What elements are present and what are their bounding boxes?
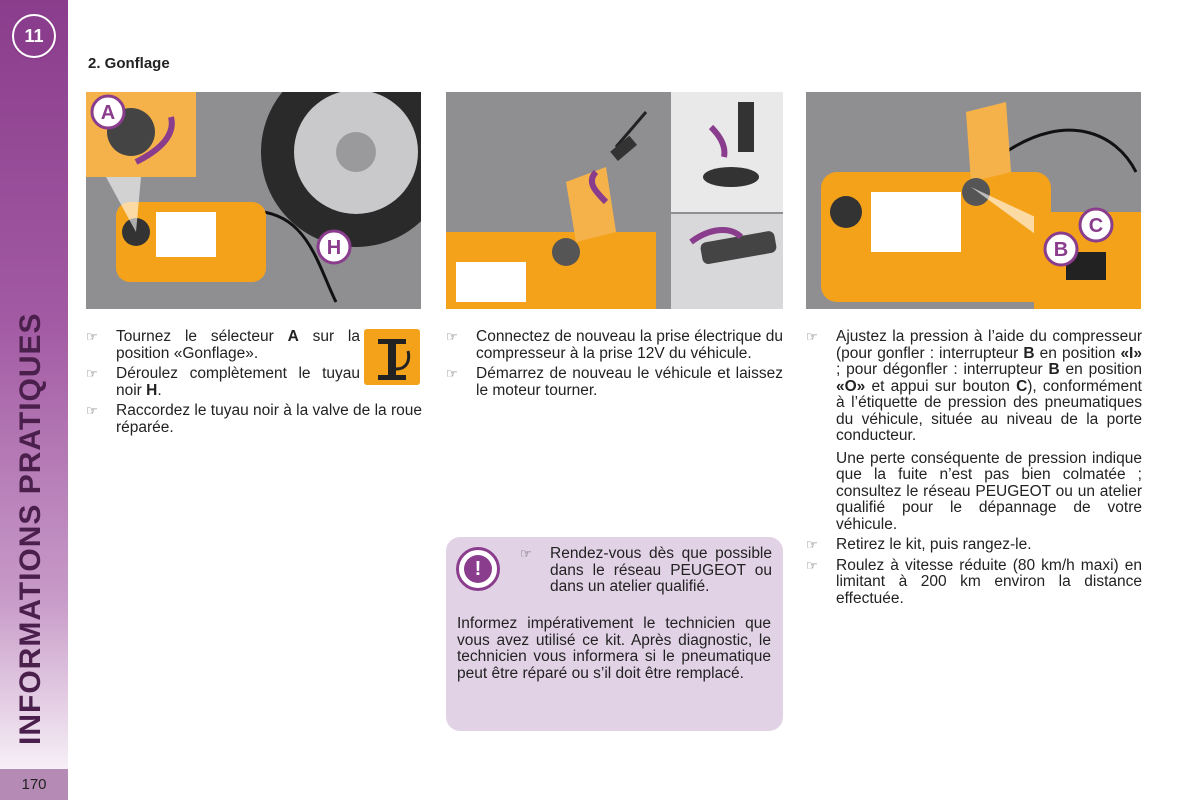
hand-pointer-icon: ☞ [446, 366, 458, 381]
list-item: ☞ Ajustez la pression à l’aide du compresseur (pour gonfler : interrupteur B en position «I» ; pour dégonfler : interrupteur B en position «O» et appui sur bouton C), conformément à l’étiquette de pression des pneumatiques du véhicule, située au niveau de la porte conducteur. [806, 328, 1142, 444]
list-item: ☞ Roulez à vitesse réduite (80 km/h maxi) en limitant à 200 km environ la distance effectuée. [806, 556, 1142, 607]
list-item: ☞ Déroulez complètement le tuyau noir H. [86, 365, 360, 399]
label-B [1045, 233, 1077, 265]
tire-pump-icon [364, 329, 420, 385]
hand-pointer-icon: ☞ [806, 329, 818, 344]
list-item: ☞ Démarrez de nouveau le véhicule et laissez le moteur tourner. [446, 365, 783, 399]
warning-callout [446, 537, 783, 731]
column-3 [806, 329, 1142, 611]
callout-text: Informez impérativement le technicien que vous avez utilisé ce kit. Après diagnostic, le technicien vous informera si le pneumatique peut être réparé ou s’il doit être remplacé. [457, 615, 771, 682]
hand-pointer-icon: ☞ [446, 329, 458, 344]
list-item: ☞ Retirez le kit, puis rangez-le. [806, 536, 1032, 553]
compressor-gauge-drawing [806, 92, 1141, 309]
label-A [92, 96, 124, 128]
illustration-power-plug [446, 92, 783, 309]
svg-text:A: A [100, 102, 116, 124]
hand-pointer-icon: ☞ [806, 557, 818, 573]
hand-pointer-icon: ☞ [520, 546, 532, 561]
list-item: ☞ Rendez-vous dès que possible dans le réseau PEUGEOT ou dans un atelier qualifié. [520, 545, 772, 595]
exclamation-icon: ! [456, 547, 500, 591]
column-2 [446, 329, 783, 403]
hand-pointer-icon: ☞ [806, 537, 818, 552]
list-item: ☞ Raccordez le tuyau noir à la valve de la roue réparée. [86, 402, 422, 436]
svg-text:C: C [1088, 215, 1104, 237]
callout-bullet [520, 546, 772, 600]
label-C [1080, 209, 1112, 241]
illustration-pressure-adjust [806, 92, 1141, 309]
svg-text:H: H [326, 237, 342, 259]
sidebar [0, 0, 68, 800]
compressor-plug-drawing [446, 92, 783, 309]
list-item: ☞ Connectez de nouveau la prise électrique du compresseur à la prise 12V du véhicule. [446, 328, 783, 362]
label-H [318, 231, 350, 263]
pressure-loss-paragraph: Une perte conséquente de pression indique que la fuite n’est pas bien colmatée ; consultez le réseau PEUGEOT ou un atelier qualifié pour le dépannage de votre véhicule. [836, 449, 1142, 533]
hand-pointer-icon: ☞ [86, 366, 98, 381]
list-item: ☞ Tournez le sélecteur A sur la position «Gonflage». [86, 328, 360, 362]
chapter-title: INFORMATIONS PRATIQUES [14, 312, 47, 745]
chapter-badge: 11 [12, 14, 56, 58]
svg-text:B: B [1053, 239, 1069, 261]
hand-pointer-icon: ☞ [86, 403, 98, 418]
compressor-wheel-drawing [86, 92, 421, 309]
illustration-selector-and-hose [86, 92, 421, 309]
section-title: 2. Gonflage [88, 55, 170, 72]
page-number: 170 [0, 769, 68, 800]
hand-pointer-icon: ☞ [86, 329, 98, 344]
